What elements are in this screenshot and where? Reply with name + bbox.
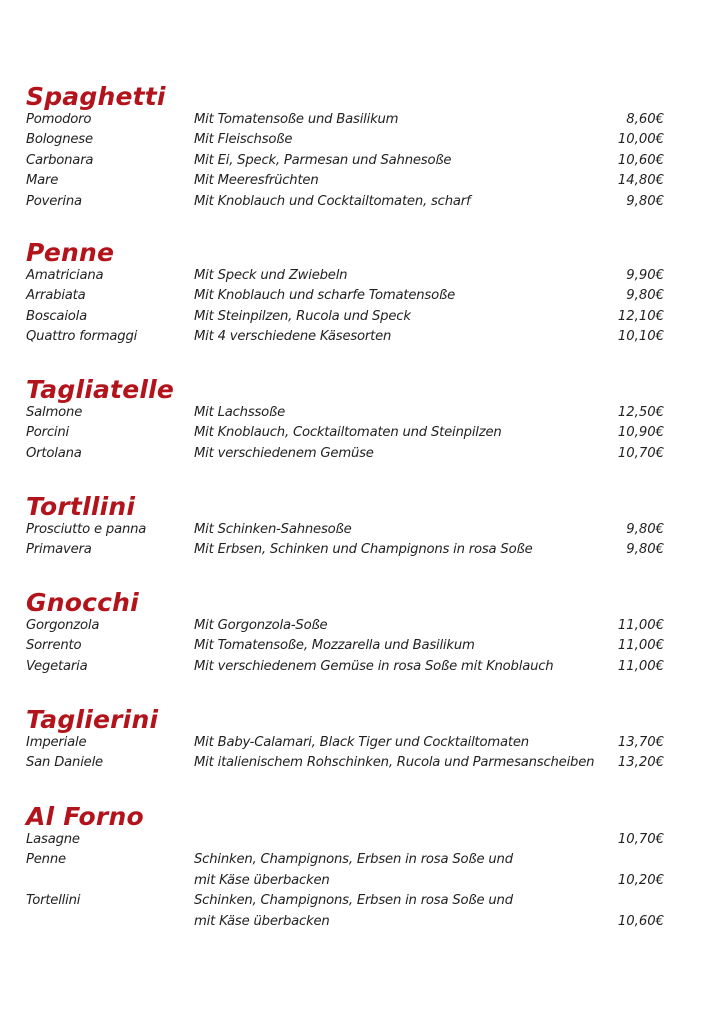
item-name: Prosciutto e panna — [26, 522, 147, 537]
item-price: 12,50€ — [617, 405, 664, 420]
menu-item — [0, 733, 724, 753]
item-name: Penne — [26, 852, 66, 868]
item-price: 8,60€ — [626, 112, 664, 127]
item-name: Gorgonzola — [26, 618, 100, 633]
item-name: Boscaiola — [26, 308, 87, 324]
item-name: Salmone — [26, 405, 83, 420]
item-description: Mit Knoblauch und Cocktailtomaten, scharf — [194, 193, 471, 209]
item-description: Mit 4 verschiedene Käsesorten — [194, 329, 392, 345]
item-name: San Daniele — [26, 755, 103, 771]
item-price: 11,00€ — [617, 618, 664, 633]
item-name: Vegetaria — [26, 658, 88, 674]
item-description: Mit Fleischsoße — [194, 132, 293, 148]
menu-item — [0, 636, 724, 656]
item-price: 13,20€ — [617, 755, 664, 771]
item-price: 9,80€ — [626, 288, 664, 304]
item-price: 10,20€ — [617, 872, 664, 888]
item-name: Mare — [26, 173, 59, 189]
menu-item — [0, 110, 724, 130]
item-price: 10,70€ — [617, 445, 664, 461]
menu-item — [0, 520, 724, 540]
menu-item — [0, 266, 724, 286]
item-name: Poverina — [26, 193, 82, 209]
section-heading: Taglierini — [26, 705, 159, 734]
item-price: 11,00€ — [617, 658, 664, 674]
section-heading: Al Forno — [26, 802, 144, 831]
item-price: 10,10€ — [617, 329, 664, 345]
item-name: Primavera — [26, 542, 92, 558]
item-description: Schinken, Champignons, Erbsen in rosa Soße und — [194, 852, 513, 868]
section-heading: Tortllini — [26, 492, 136, 521]
item-name: Sorrento — [26, 638, 82, 654]
item-description: mit Käse überbacken — [194, 872, 330, 888]
item-description: Mit Lachssoße — [194, 405, 286, 420]
item-description: Mit italienischem Rohschinken, Rucola und Parmesanscheiben — [194, 755, 595, 771]
section-heading: Spaghetti — [26, 82, 166, 111]
menu-item — [0, 657, 724, 677]
item-name: Porcini — [26, 425, 69, 441]
menu-item — [0, 307, 724, 327]
menu-item — [0, 753, 724, 773]
item-description: Mit verschiedenem Gemüse — [194, 445, 374, 461]
menu-item — [0, 403, 724, 423]
item-price: 9,80€ — [626, 522, 664, 537]
item-price: 10,60€ — [617, 152, 664, 168]
item-description: Mit Schinken-Sahnesoße — [194, 522, 352, 537]
item-name: Pomodoro — [26, 112, 92, 127]
section-heading: Gnocchi — [26, 588, 139, 617]
menu-item — [0, 171, 724, 191]
item-price: 9,80€ — [626, 193, 664, 209]
item-price: 12,10€ — [617, 308, 664, 324]
item-price: 9,90€ — [626, 268, 664, 283]
item-name: Bolognese — [26, 132, 93, 148]
item-description: Mit Tomatensoße, Mozzarella und Basilikum — [194, 638, 475, 654]
item-name: Lasagne — [26, 832, 80, 847]
item-price: 10,60€ — [617, 913, 664, 929]
menu-item — [0, 616, 724, 636]
item-description: Mit Meeresfrüchten — [194, 173, 319, 189]
menu-item — [0, 130, 724, 150]
item-description: mit Käse überbacken — [194, 913, 330, 929]
menu-item — [0, 286, 724, 306]
menu-item — [0, 540, 724, 560]
item-description: Mit Knoblauch und scharfe Tomatensoße — [194, 288, 455, 304]
item-description: Mit Knoblauch, Cocktailtomaten und Steinpilzen — [194, 425, 502, 441]
menu-item-continuation — [0, 871, 724, 891]
menu-item — [0, 850, 724, 870]
item-price: 9,80€ — [626, 542, 664, 558]
section-heading: Penne — [26, 238, 115, 267]
item-description: Mit Baby-Calamari, Black Tiger und Cocktailtomaten — [194, 735, 529, 750]
item-name: Carbonara — [26, 152, 94, 168]
item-description: Mit Ei, Speck, Parmesan und Sahnesoße — [194, 152, 452, 168]
item-description: Mit Tomatensoße und Basilikum — [194, 112, 399, 127]
item-price: 10,70€ — [617, 832, 664, 847]
menu-item — [0, 444, 724, 464]
item-price: 13,70€ — [617, 735, 664, 750]
menu-item — [0, 423, 724, 443]
item-price: 10,90€ — [617, 425, 664, 441]
item-name: Ortolana — [26, 445, 82, 461]
item-price: 11,00€ — [617, 638, 664, 654]
item-description: Mit Steinpilzen, Rucola und Speck — [194, 308, 411, 324]
item-name: Quattro formaggi — [26, 329, 138, 345]
item-name: Arrabiata — [26, 288, 86, 304]
item-description: Mit Speck und Zwiebeln — [194, 268, 348, 283]
item-description: Mit verschiedenem Gemüse in rosa Soße mit Knoblauch — [194, 658, 554, 674]
menu-item — [0, 891, 724, 911]
item-price: 14,80€ — [617, 173, 664, 189]
item-description: Mit Erbsen, Schinken und Champignons in rosa Soße — [194, 542, 533, 558]
menu-item — [0, 192, 724, 212]
item-name: Amatriciana — [26, 268, 104, 283]
menu-item — [0, 830, 724, 850]
section-heading: Tagliatelle — [26, 375, 175, 404]
item-name: Tortellini — [26, 893, 81, 909]
item-description: Schinken, Champignons, Erbsen in rosa Soße und — [194, 893, 513, 909]
menu-item — [0, 327, 724, 347]
menu-item — [0, 151, 724, 171]
item-description: Mit Gorgonzola-Soße — [194, 618, 328, 633]
item-name: Imperiale — [26, 735, 87, 750]
item-price: 10,00€ — [617, 132, 664, 148]
menu-item-continuation — [0, 912, 724, 932]
